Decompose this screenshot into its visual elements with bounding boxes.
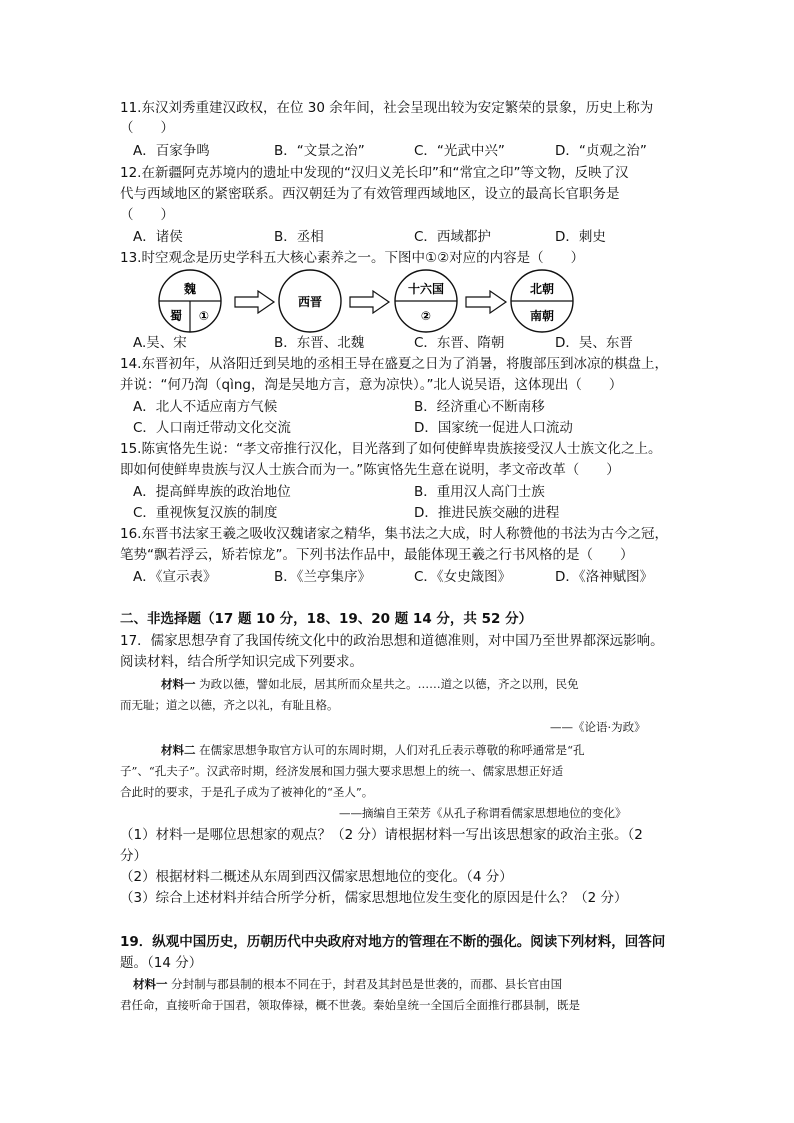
q15-option-a: A．提高鲜卑族的政治地位 [133,484,291,500]
diagram-blank-2: ② [420,309,432,323]
diagram-label-shu: 蜀 [169,309,183,323]
q13-option-a: A.吴、宋 [133,335,187,351]
q11-stem-line1: 11.东汉刘秀重建汉政权，在位 30 余年间，社会呈现出较为安定繁荣的景象，历史上称为 [120,100,654,116]
q17-subquestion-1-line1: （1）材料一是哪位思想家的观点？（2 分）请根据材料一写出该思想家的政治主张。（2 [120,827,643,843]
q19-material-1-label: 材料一 [133,977,168,991]
q14-option-a: A．北人不适应南方气候 [133,399,278,415]
q14-stem-line1: 14.东晋初年，从洛阳迁到吴地的丞相王导在盛夏之日为了消暑，将腹部压到冰凉的棋盘上， [120,356,668,372]
diagram-arrow-2 [350,291,389,313]
diagram-circle-sixteen-kingdoms [395,270,457,332]
diagram-blank-1: ① [198,309,210,323]
q12-answer-blank: （ ） [120,207,174,223]
q12-stem-line1: 12.在新疆阿克苏境内的遗址中发现的“汉归义羌长印”和“常宜之印”等文物，反映了汉 [120,165,629,181]
q14-stem-line2: 并说：“何乃渹（qìng，渹是吴地方言，意为凉快）。”北人说吴语，这体现出（ ） [120,377,623,393]
q16-option-b: B．《兰亭集序》 [274,569,372,585]
q14-option-d: D．国家统一促进人口流动 [414,420,573,436]
q11-option-b: B．“文景之治” [274,143,365,159]
q16-stem-line2: 笔势“飘若浮云，矫若惊龙”。下列书法作品中，最能体现王羲之行书风格的是（ ） [120,547,634,563]
diagram-label-sixteen-kingdoms: 十六国 [407,282,445,296]
q17-stem-line1: 17．儒家思想孕育了我国传统文化中的政治思想和道德准则，对中国乃至世界都深远影响。 [120,633,664,649]
q11-option-a: A．百家争鸣 [133,143,210,159]
q17-stem-line2: 阅读材料，结合所学知识完成下列要求。 [120,654,363,670]
q17-subquestion-2: （2）根据材料二概述从东周到西汉儒家思想地位的变化。（4 分） [120,869,513,885]
q11-option-d: D．“贞观之治” [555,143,647,159]
q17-material-1-label: 材料一 [161,677,196,691]
q13-option-d: D．吴、东晋 [555,335,633,351]
q17-material-2-line1 [161,740,585,760]
q17-material-2-line2: 子”、“孔夫子”。汉武帝时期，经济发展和国力强大要求思想上的统一、儒家思想正好适 [120,764,564,778]
q17-material-2-text: 在儒家思想争取官方认可的东周时期，人们对孔丘表示尊敬的称呼通常是“孔 [199,743,585,757]
q19-stem-line1: 19．纵观中国历史，历朝历代中央政府对地方的管理在不断的强化。阅读下列材料，回答问 [120,934,666,950]
q13-timeline-diagram [150,268,610,336]
q14-option-b: B．经济重心不断南移 [414,399,545,415]
q15-option-d: D．推进民族交融的进程 [414,505,560,521]
q14-option-c: C．人口南迁带动文化交流 [133,420,291,436]
q17-material-1-line1 [161,674,579,694]
q15-option-c: C．重视恢复汉族的制度 [133,505,278,521]
q11-answer-blank: （ ） [120,120,174,136]
q12-option-b: B．丞相 [274,229,324,245]
q12-option-a: A．诸侯 [133,229,183,245]
q17-material-2-label: 材料二 [161,743,196,757]
diagram-arrow-1 [235,291,274,313]
q11-option-c: C．“光武中兴” [414,143,505,159]
diagram-circle-western-jin [279,270,341,332]
q13-option-c: C．东晋、隋朝 [414,335,505,351]
diagram-label-southern-dynasties: 南朝 [529,309,555,323]
q13-stem: 13.时空观念是历史学科五大核心素养之一。下图中①②对应的内容是（ ） [120,250,585,266]
q17-subquestion-1-line2: 分） [120,848,147,864]
q16-option-d: D．《洛神赋图》 [555,569,654,585]
diagram-arrow-3 [466,291,506,313]
q16-option-a: A．《宣示表》 [133,569,217,585]
q17-material-2-source: ——摘编自王荣芳《从孔子称谓看儒家思想地位的变化》 [339,806,627,820]
q15-option-b: B．重用汉人高门士族 [414,484,545,500]
q12-option-d: D．刺史 [555,229,606,245]
q16-option-c: C．《女史箴图》 [414,569,512,585]
q17-material-1-text: 为政以德，譬如北辰，居其所而众星共之。……道之以德，齐之以刑，民免 [199,677,579,691]
q19-material-1-line2: 君任命，直接听命于国君，领取俸禄，概不世袭。秦始皇统一全国后全面推行郡县制，既是 [120,998,580,1012]
q16-stem-line1: 16.东晋书法家王羲之吸收汉魏诸家之精华，集书法之大成，时人称赞他的书法为古今之冠， [120,526,668,542]
q12-stem-line2: 代与西域地区的紧密联系。西汉朝廷为了有效管理西域地区，设立的最高长官职务是 [120,186,620,202]
section-2-heading: 二、非选择题（17 题 10 分，18、19、20 题 14 分，共 52 分） [120,611,533,627]
diagram-circle-north-south-dynasties [511,270,573,332]
q19-stem-line2: 题。（14 分） [120,955,203,971]
diagram-label-wei: 魏 [183,282,197,296]
q15-stem-line1: 15.陈寅恪先生说：“孝文帝推行汉化，目光落到了如何使鲜卑贵族接受汉人士族文化之上。 [120,441,662,457]
q19-material-1-text: 分封制与郡县制的根本不同在于，封君及其封邑是世袭的，而郡、县长官由国 [171,977,563,991]
diagram-circle-three-kingdoms [159,270,221,332]
q19-material-1-line1 [133,974,562,994]
q15-stem-line2: 即如何使鲜卑贵族与汉人士族合而为一。”陈寅恪先生意在说明，孝文帝改革（ ） [120,462,620,478]
q17-material-1-source: ——《论语·为政》 [550,720,646,734]
diagram-label-northern-dynasties: 北朝 [529,282,555,296]
q17-material-1-line2: 而无耻；道之以德，齐之以礼，有耻且格。 [120,698,339,712]
q12-option-c: C．西域都护 [414,229,491,245]
diagram-label-western-jin: 西晋 [297,295,323,309]
q17-material-2-line3: 合此时的要求，于是孔子成为了被神化的“圣人”。 [120,785,374,799]
q13-option-b: B．东晋、北魏 [274,335,365,351]
q17-subquestion-3: （3）综合上述材料并结合所学分析，儒家思想地位发生变化的原因是什么？（2 分） [120,890,628,906]
